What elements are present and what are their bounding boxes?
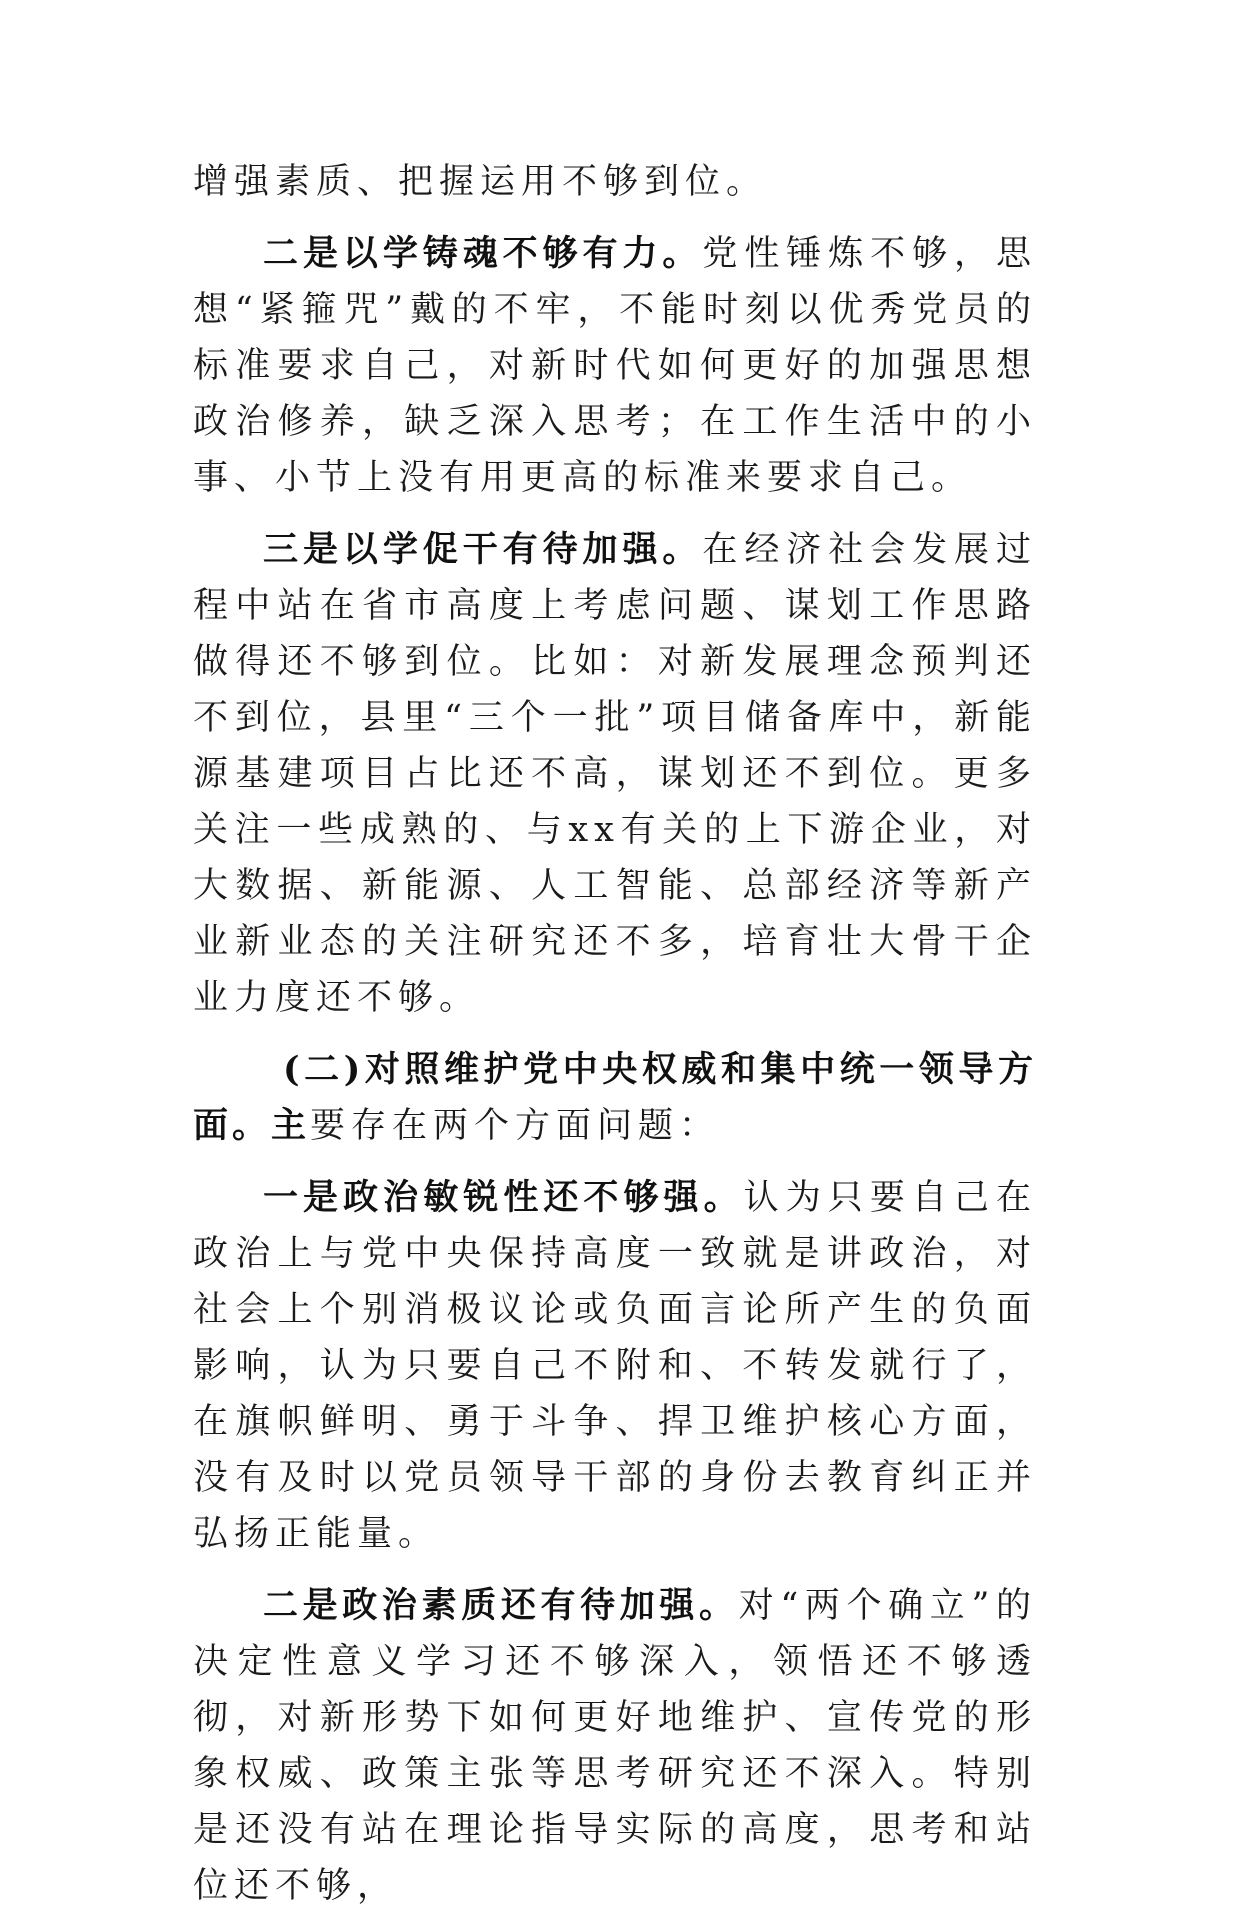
paragraph-text: 增强素质、把握运用不够到位。 [193, 162, 768, 202]
paragraph-point-two-soul [193, 226, 1037, 506]
paragraph-lead-bold: 三是以学促干有待加强。 [263, 529, 703, 570]
paragraph-text: 在经济社会发展过程中站在省市高度上考虑问题、谋划工作思路做得还不够到位。比如：对新发展理念预判还不到位，县里“三个一批”项目储备库中，新能源基建项目占比还不高，谋划还不到位。更多关注一些成熟的、与xx有关的上下游企业，对大数据、新能源、人工智能、总部经济等新产业新业态的关注研究还不多，培育壮大骨干企业力度还不够。 [193, 530, 1037, 1018]
document-body [193, 154, 1037, 1914]
paragraph-text: 要存在两个方面问题： [310, 1106, 721, 1146]
paragraph-lead-bold: 二是政治素质还有待加强。 [263, 1585, 739, 1626]
paragraph-continuation [193, 154, 1037, 210]
section-heading-two [193, 1042, 1037, 1154]
paragraph-point-two-quality [193, 1578, 1037, 1914]
paragraph-point-one-sensitivity [193, 1170, 1037, 1562]
paragraph-lead-bold: 二是以学铸魂不够有力。 [263, 233, 703, 274]
section-heading-bold: (二)对照维护党中央权威和集中统一领导方面。主 [193, 1049, 1037, 1146]
paragraph-point-three-action [193, 522, 1037, 1026]
paragraph-text: 对“两个确立”的决定性意义学习还不够深入，领悟还不够透彻，对新形势下如何更好地维护、宣传党的形象权威、政策主张等思考研究还不深入。特别是还没有站在理论指导实际的高度，思考和站位还不够， [193, 1586, 1037, 1906]
paragraph-text: 党性锤炼不够，思想“紧箍咒”戴的不牢，不能时刻以优秀党员的标准要求自己，对新时代如何更好的加强思想政治修养，缺乏深入思考；在工作生活中的小事、小节上没有用更高的标准来要求自己。 [193, 234, 1037, 498]
paragraph-lead-bold: 一是政治敏锐性还不够强。 [263, 1177, 744, 1218]
paragraph-text: 认为只要自己在政治上与党中央保持高度一致就是讲政治，对社会上个别消极议论或负面言论所产生的负面影响，认为只要自己不附和、不转发就行了，在旗帜鲜明、勇于斗争、捍卫维护核心方面，没有及时以党员领导干部的身份去教育纠正并弘扬正能量。 [193, 1178, 1037, 1554]
